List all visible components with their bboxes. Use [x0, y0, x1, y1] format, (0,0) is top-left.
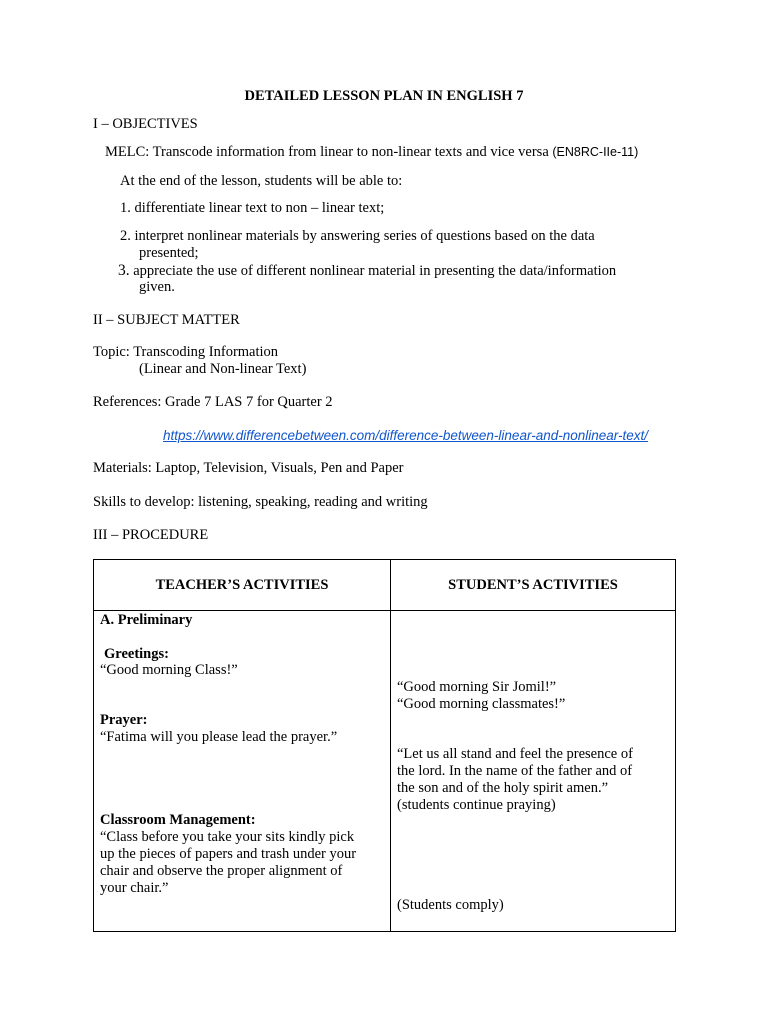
classroom-management-label: Classroom Management:: [100, 812, 256, 828]
section-label: A. Preliminary: [100, 612, 193, 628]
topic-line: Topic: Transcoding Information: [93, 344, 279, 360]
table-row: [94, 611, 676, 932]
objective-item-3-cont: given.: [139, 279, 175, 295]
cm-line: chair and observe the proper alignment of: [100, 863, 343, 879]
objective-text: interpret nonlinear materials by answering series of questions based on the data: [134, 228, 595, 244]
student-prayer-line: the son and of the holy spirit amen.”: [397, 780, 609, 796]
teacher-cell: [94, 611, 391, 932]
melc-code: (EN8RC-IIe-11): [552, 145, 639, 159]
student-cell: [391, 611, 676, 932]
prayer-label: Prayer:: [100, 712, 148, 728]
objective-number: 1.: [120, 200, 131, 216]
objective-number: 2.: [120, 228, 131, 244]
table-header-row: [94, 560, 676, 611]
cm-line: “Class before you take your sits kindly pick: [100, 829, 355, 845]
student-prayer-line: the lord. In the name of the father and of: [397, 763, 633, 779]
prayer-text: “Fatima will you please lead the prayer.”: [100, 729, 338, 745]
objective-item-2: [120, 228, 595, 245]
greetings-label: Greetings:: [104, 646, 169, 662]
topic-subline: (Linear and Non-linear Text): [139, 361, 307, 377]
teacher-column-header: TEACHER’S ACTIVITIES: [94, 560, 391, 611]
references-line: References: Grade 7 LAS 7 for Quarter 2: [93, 394, 333, 410]
objective-number: 3.: [118, 262, 130, 279]
greetings-text: “Good morning Class!”: [100, 662, 238, 678]
subject-matter-heading: II – SUBJECT MATTER: [93, 312, 240, 328]
objectives-intro: At the end of the lesson, students will be able to:: [120, 173, 403, 189]
student-prayer-line: “Let us all stand and feel the presence of: [397, 746, 633, 762]
student-prayer-line: (students continue praying): [397, 797, 556, 813]
document-title: DETAILED LESSON PLAN IN ENGLISH 7: [244, 88, 524, 104]
objective-item-1: [120, 200, 384, 217]
objective-item-2-cont: presented;: [139, 245, 199, 261]
melc-line: [105, 144, 638, 161]
procedure-table: [93, 559, 676, 932]
melc-text: MELC: Transcode information from linear to non-linear texts and vice versa: [105, 144, 553, 160]
procedure-heading: III – PROCEDURE: [93, 527, 209, 543]
reference-link[interactable]: https://www.differencebetween.com/difference-between-linear-and-nonlinear-text/: [163, 428, 649, 443]
cm-line: up the pieces of papers and trash under your: [100, 846, 357, 862]
objective-text: appreciate the use of different nonlinear material in presenting the data/information: [133, 263, 617, 279]
student-greet-line: “Good morning Sir Jomil!”: [397, 679, 557, 695]
student-greet-line: “Good morning classmates!”: [397, 696, 566, 712]
objective-text: differentiate linear text to non – linear text;: [134, 200, 385, 216]
objectives-heading: I – OBJECTIVES: [93, 116, 198, 132]
student-comply: (Students comply): [397, 897, 504, 913]
objective-item-3: [118, 262, 616, 280]
cm-line: your chair.”: [100, 880, 169, 896]
student-column-header: STUDENT’S ACTIVITIES: [391, 560, 676, 611]
skills-line: Skills to develop: listening, speaking, reading and writing: [93, 494, 428, 510]
materials-line: Materials: Laptop, Television, Visuals, Pen and Paper: [93, 460, 404, 476]
